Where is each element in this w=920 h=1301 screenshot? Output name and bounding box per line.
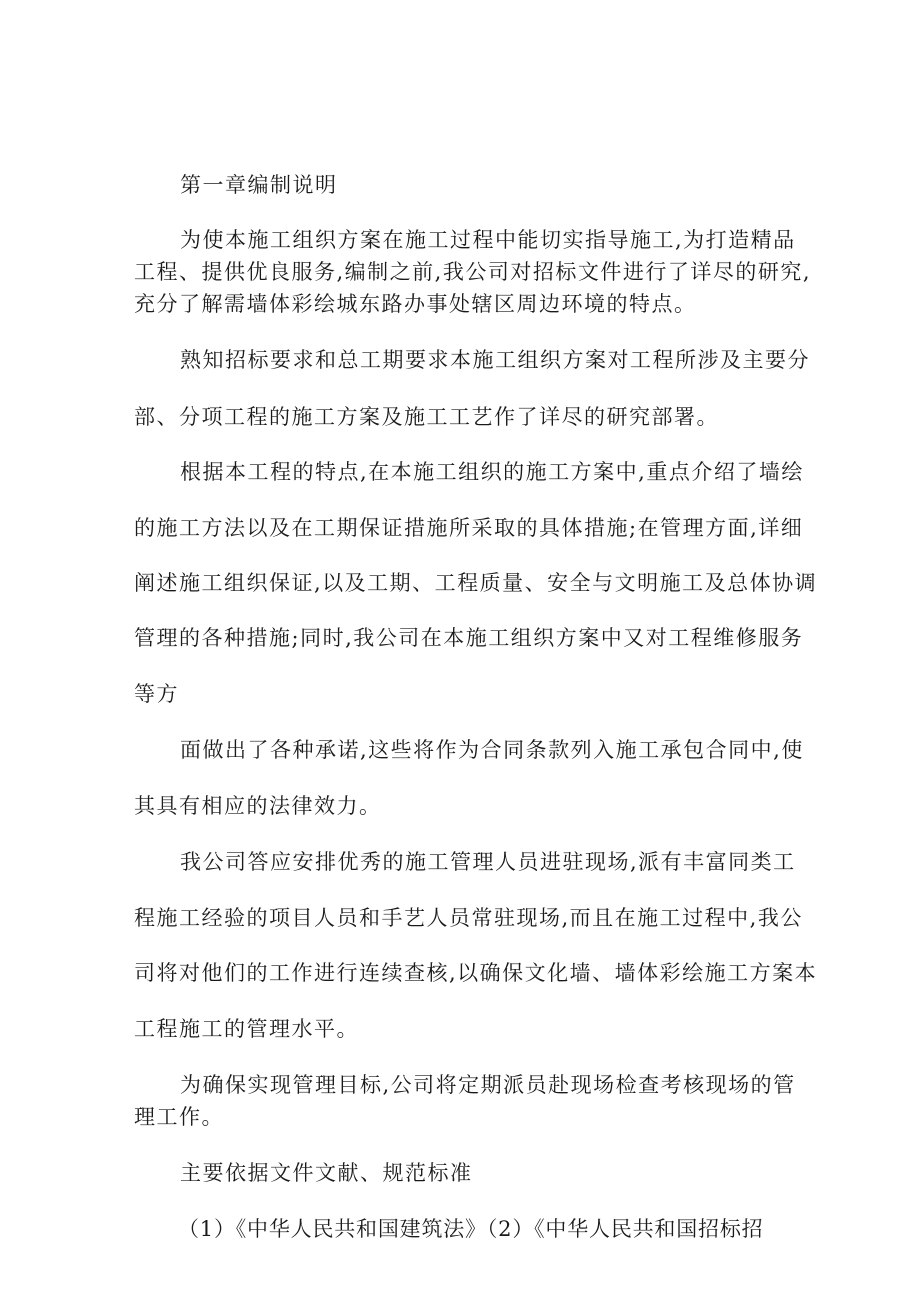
paragraph-line: 阐述施工组织保证,以及工期、工程质量、安全与文明施工及总体协调	[134, 571, 818, 595]
paragraph-line: 司将对他们的工作进行连续查核,以确保文化墙、墙体彩绘施工方案本	[134, 961, 818, 985]
paragraph-line: 工程施工的管理水平。	[134, 1017, 359, 1041]
paragraph-line: 熟知招标要求和总工期要求本施工组织方案对工程所涉及主要分	[180, 348, 810, 372]
paragraph-line: 根据本工程的特点,在本施工组织的施工方案中,重点介绍了墙绘	[180, 460, 804, 484]
chapter-title: 第一章编制说明	[180, 173, 338, 197]
paragraph-line: 充分了解需墙体彩绘城东路办事处辖区周边环境的特点。	[134, 292, 697, 316]
paragraph-line: 理工作。	[134, 1105, 224, 1129]
paragraph-line: 我公司答应安排优秀的施工管理人员进驻现场,派有丰富同类工	[180, 850, 796, 874]
paragraph-line: 等方	[134, 682, 179, 706]
references-heading: 主要依据文件文献、规范标准	[180, 1161, 473, 1185]
references-line: （1）《中华人民共和国建筑法》（2）《中华人民共和国招标招	[178, 1217, 764, 1241]
paragraph-line: 其具有相应的法律效力。	[134, 794, 382, 818]
paragraph-line: 部、分项工程的施工方案及施工工艺作了详尽的研究部署。	[134, 405, 719, 429]
paragraph-line: 管理的各种措施;同时,我公司在本施工组织方案中又对工程维修服务	[134, 626, 804, 650]
paragraph-line: 程施工经验的项目人员和手艺人员常驻现场,而且在施工过程中,我公	[134, 906, 803, 930]
paragraph-line: 工程、提供优良服务,编制之前,我公司对招标文件进行了详尽的研究,	[134, 260, 812, 284]
paragraph-line: 面做出了各种承诺,这些将作为合同条款列入施工承包合同中,使	[180, 738, 804, 762]
paragraph-line: 为确保实现管理目标,公司将定期派员赴现场检查考核现场的管	[180, 1073, 796, 1097]
paragraph-line: 为使本施工组织方案在施工过程中能切实指导施工,为打造精品	[180, 228, 796, 252]
paragraph-line: 的施工方法以及在工期保证措施所采取的具体措施;在管理方面,详细	[134, 516, 804, 540]
